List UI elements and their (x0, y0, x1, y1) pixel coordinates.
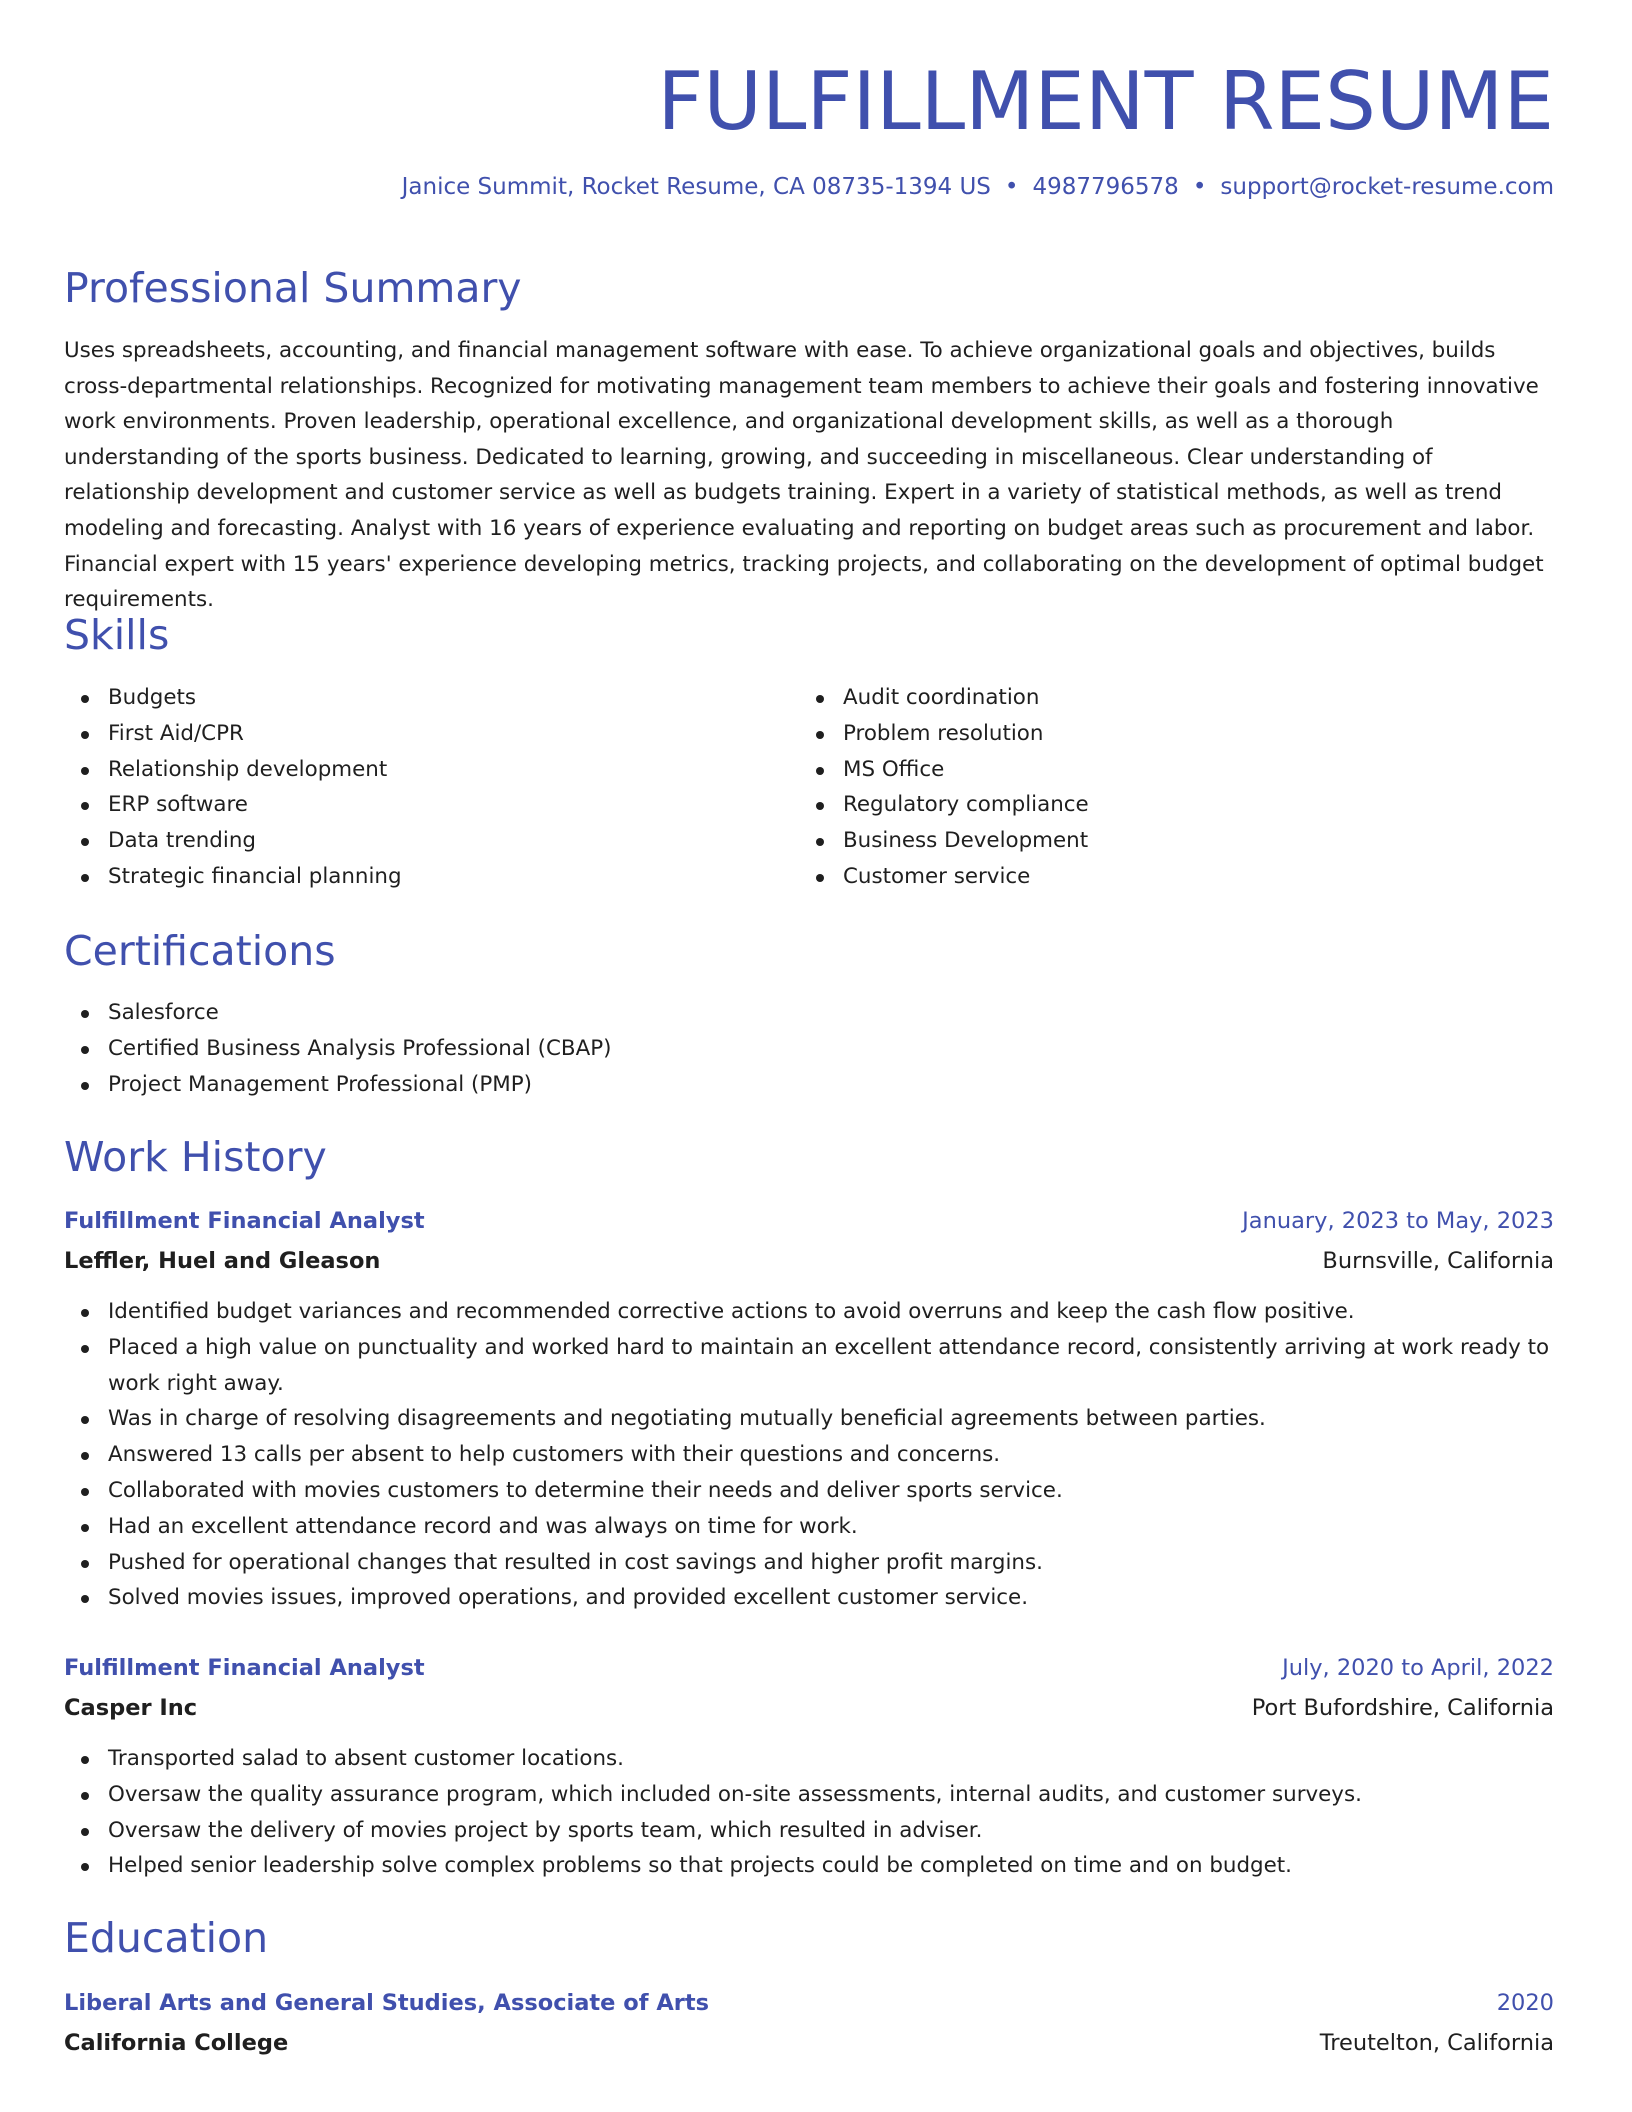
job-location: Port Bufordshire, California (1251, 1695, 1554, 1721)
duty-item: Solved movies issues, improved operations, and provided excellent customer service. (64, 1580, 1554, 1616)
skill-item: Regulatory compliance (799, 787, 1499, 823)
summary-text: Uses spreadsheets, accounting, and financial management software with ease. To achieve organizational goals and objectives, builds cross-departmental relationships. Recognized for motivating management team members to achieve their goals and fostering innovative work environments. Proven leadership, operational excellence, and organizational development skills, as well as a thorough understanding of the sports business. Dedicated to learning, growing, and succeeding in miscellaneous. Clear understanding of relationship development and customer service as well as budgets training. Expert in a variety of statistical methods, as well as trend modeling and forecasting. Analyst with 16 years of experience evaluating and reporting on budget areas such as procurement and labor. Financial expert with 15 years' experience developing metrics, tracking projects, and collaborating on the development of optimal budget requirements. (64, 338, 1544, 613)
duty-item: Oversaw the quality assurance program, which included on-site assessments, internal audits, and customer surveys. (64, 1777, 1554, 1813)
contact-email: support@rocket-resume.com (1220, 174, 1554, 200)
skill-item: Customer service (799, 859, 1499, 895)
section-heading-education: Education (64, 1914, 269, 1962)
job-location: Burnsville, California (1322, 1248, 1554, 1274)
job-header (64, 1201, 1554, 1241)
certification-item: Certified Business Analysis Professional (CBAP) (64, 1031, 1554, 1067)
skill-item: Relationship development (64, 752, 764, 788)
skills-list-left (64, 680, 764, 895)
job-dates: January, 2023 to May, 2023 (1242, 1208, 1554, 1234)
bullet-separator: • (1004, 174, 1019, 200)
duty-item: Pushed for operational changes that resulted in cost savings and higher profit margins. (64, 1545, 1554, 1581)
skills-column-right (799, 680, 1499, 895)
duty-item: Placed a high value on punctuality and worked hard to maintain an excellent attendance record, consistently arriving at work ready to work right away. (64, 1330, 1554, 1402)
duty-item: Was in charge of resolving disagreements and negotiating mutually beneficial agreements between parties. (64, 1401, 1554, 1437)
duty-item: Answered 13 calls per absent to help customers with their questions and concerns. (64, 1437, 1554, 1473)
degree-name: Liberal Arts and General Studies, Associate of Arts (64, 1990, 710, 2016)
contact-phone: 4987796578 (1032, 174, 1179, 200)
skills-column-left (64, 680, 764, 895)
school-name: California College (64, 2030, 289, 2056)
education-header (64, 1983, 1554, 2023)
duty-item: Had an excellent attendance record and was always on time for work. (64, 1509, 1554, 1545)
certification-item: Project Management Professional (PMP) (64, 1067, 1554, 1103)
skill-item: Business Development (799, 823, 1499, 859)
duty-item: Collaborated with movies customers to determine their needs and deliver sports service. (64, 1473, 1554, 1509)
graduation-year: 2020 (1496, 1990, 1554, 2016)
company-name: Leffler, Huel and Gleason (64, 1248, 381, 1274)
skill-item: Problem resolution (799, 716, 1499, 752)
skill-item: Strategic financial planning (64, 859, 764, 895)
duty-item: Identified budget variances and recommended corrective actions to avoid overruns and keep the cash flow positive. (64, 1294, 1554, 1330)
company-name: Casper Inc (64, 1695, 198, 1721)
skills-list-right (799, 680, 1499, 895)
skill-item: MS Office (799, 752, 1499, 788)
resume-page (64, 0, 1554, 2056)
duty-item: Oversaw the delivery of movies project by sports team, which resulted in adviser. (64, 1813, 1554, 1849)
job-title: Fulfillment Financial Analyst (64, 1208, 425, 1234)
job-duties-list (64, 1741, 1554, 1884)
job-duties (64, 1741, 1554, 1884)
contact-address: Janice Summit, Rocket Resume, CA 08735-1394 US (401, 174, 991, 200)
job-duties-list (64, 1294, 1554, 1616)
certifications-list (64, 995, 1554, 1102)
section-heading-certifications: Certifications (64, 927, 336, 975)
education-school-row (64, 2023, 1554, 2063)
job-employer-row (64, 1688, 1554, 1728)
job-dates: July, 2020 to April, 2022 (1282, 1655, 1554, 1681)
job-employer-row (64, 1241, 1554, 1281)
duty-item: Helped senior leadership solve complex problems so that projects could be completed on time and on budget. (64, 1848, 1554, 1884)
section-heading-summary: Professional Summary (64, 264, 522, 312)
skill-item: Data trending (64, 823, 764, 859)
contact-line (402, 172, 1554, 202)
duty-item: Transported salad to absent customer locations. (64, 1741, 1554, 1777)
school-location: Treutelton, California (1319, 2030, 1554, 2056)
resume-title: FULFILLMENT RESUME (657, 55, 1554, 148)
section-heading-skills: Skills (64, 611, 170, 659)
bullet-separator: • (1192, 174, 1207, 200)
job-title: Fulfillment Financial Analyst (64, 1655, 425, 1681)
job-header (64, 1648, 1554, 1688)
certifications-block (64, 995, 1554, 1102)
skill-item: First Aid/CPR (64, 716, 764, 752)
skill-item: Budgets (64, 680, 764, 716)
skill-item: ERP software (64, 787, 764, 823)
section-heading-work-history: Work History (64, 1133, 327, 1181)
job-duties (64, 1294, 1554, 1616)
skill-item: Audit coordination (799, 680, 1499, 716)
certification-item: Salesforce (64, 995, 1554, 1031)
